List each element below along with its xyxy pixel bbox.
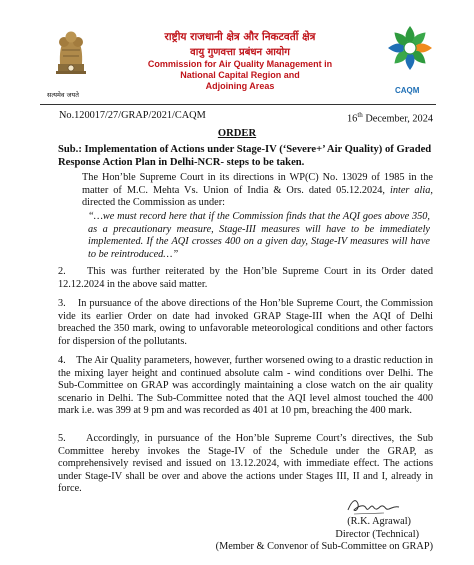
paragraph-1 — [58, 172, 433, 210]
letterhead-divider — [40, 104, 436, 105]
paragraph-3: 3. In pursuance of the above directions of the Hon’ble Supreme Court, the Commission vide its earlier Order on date had invoked GRAP Stage-III when the AQI of Delhi breached the 350 mark, owing to unfavorable meteorological conditions and other factors for dispersion of the pollutants. — [58, 298, 433, 347]
paragraph-1-tail: , directed the Commission as under: — [82, 184, 433, 209]
order-title: ORDER — [217, 128, 257, 139]
paragraph-2: 2. This was further reiterated by the Hon’ble Supreme Court in its Order dated 12.12.2024 in the above said matter. — [58, 266, 433, 290]
state-emblem-icon — [48, 20, 94, 90]
order-date — [347, 109, 433, 125]
date-day: 16 — [347, 113, 358, 125]
signatory-name: (R.K. Agrawal) — [347, 516, 411, 527]
letterhead-english-line3: Adjoining Areas — [205, 81, 275, 91]
letterhead-hindi-line2: वायु गुणवत्ता प्रबंधन आयोग — [190, 47, 290, 58]
date-suffix: th — [357, 111, 363, 119]
date-rest: December, 2024 — [362, 113, 433, 125]
emblem-motto: सत्यमेव जयते — [47, 91, 79, 99]
caqm-logo-icon — [384, 22, 436, 88]
order-subject: Sub.: Implementation of Actions under Stage-IV (‘Severe+’ Air Quality) of Graded Response Action Plan in Delhi-NCR- steps to be taken. — [58, 144, 432, 168]
reference-number: No.120017/27/GRAP/2021/CAQM — [59, 110, 206, 121]
signatory-block — [216, 516, 433, 554]
letterhead-english-line2: National Capital Region and — [180, 70, 300, 80]
signatory-role: (Member & Convenor of Sub-Committee on GRAP) — [215, 541, 433, 553]
signatory-designation: Director (Technical) — [335, 528, 419, 540]
signature-icon — [344, 494, 404, 518]
letterhead-english — [110, 59, 370, 92]
letterhead-hindi-line1: राष्ट्रीय राजधानी क्षेत्र और निकटवर्ती क्षेत्र — [164, 31, 316, 43]
letterhead-english-line1: Commission for Air Quality Management in — [147, 59, 333, 69]
caqm-logo-text: CAQM — [395, 86, 420, 95]
court-quote: “…we must record here that if the Commission finds that the AQI goes above 350, as a precautionary measure, Stage-III measures will have to be immediately implemented. If the AQI crosses 400 on a given day, Stage-IV measures will have to be reintroduced…” — [88, 211, 430, 260]
paragraph-5: 5. Accordingly, in pursuance of the Hon’ble Supreme Court’s directives, the Sub Committee hereby invokes the Stage-IV of the Schedule under the GRAP, as comprehensively revised and issued on 13.12.2024, with immediate effect. The actions under Stage-IV shall be over and above the actions under Stages III, II and I, already in force. — [58, 433, 433, 495]
paragraph-1-lead: The Hon’ble Supreme Court in its directions in WP(C) No. 13029 of 1985 in the matter of M.C. Mehta Vs. Union of India & Ors. dated 05.12.2024, — [82, 172, 433, 196]
paragraph-1-italic: inter alia — [389, 184, 431, 196]
paragraph-4: 4. The Air Quality parameters, however, further worsened owing to a drastic reduction in the mixing layer height and continued absolute calm - wind conditions over Delhi. The Sub-Committee on GRAP was accordingly maintaining a close watch on the air quality scenario in Delhi. The Sub-Committee noted that the AQI level almost touched the 400 mark i.e. was 399 at 9 pm and was recorded as 401 at 10 pm, breaching the 400 mark. — [58, 355, 433, 417]
